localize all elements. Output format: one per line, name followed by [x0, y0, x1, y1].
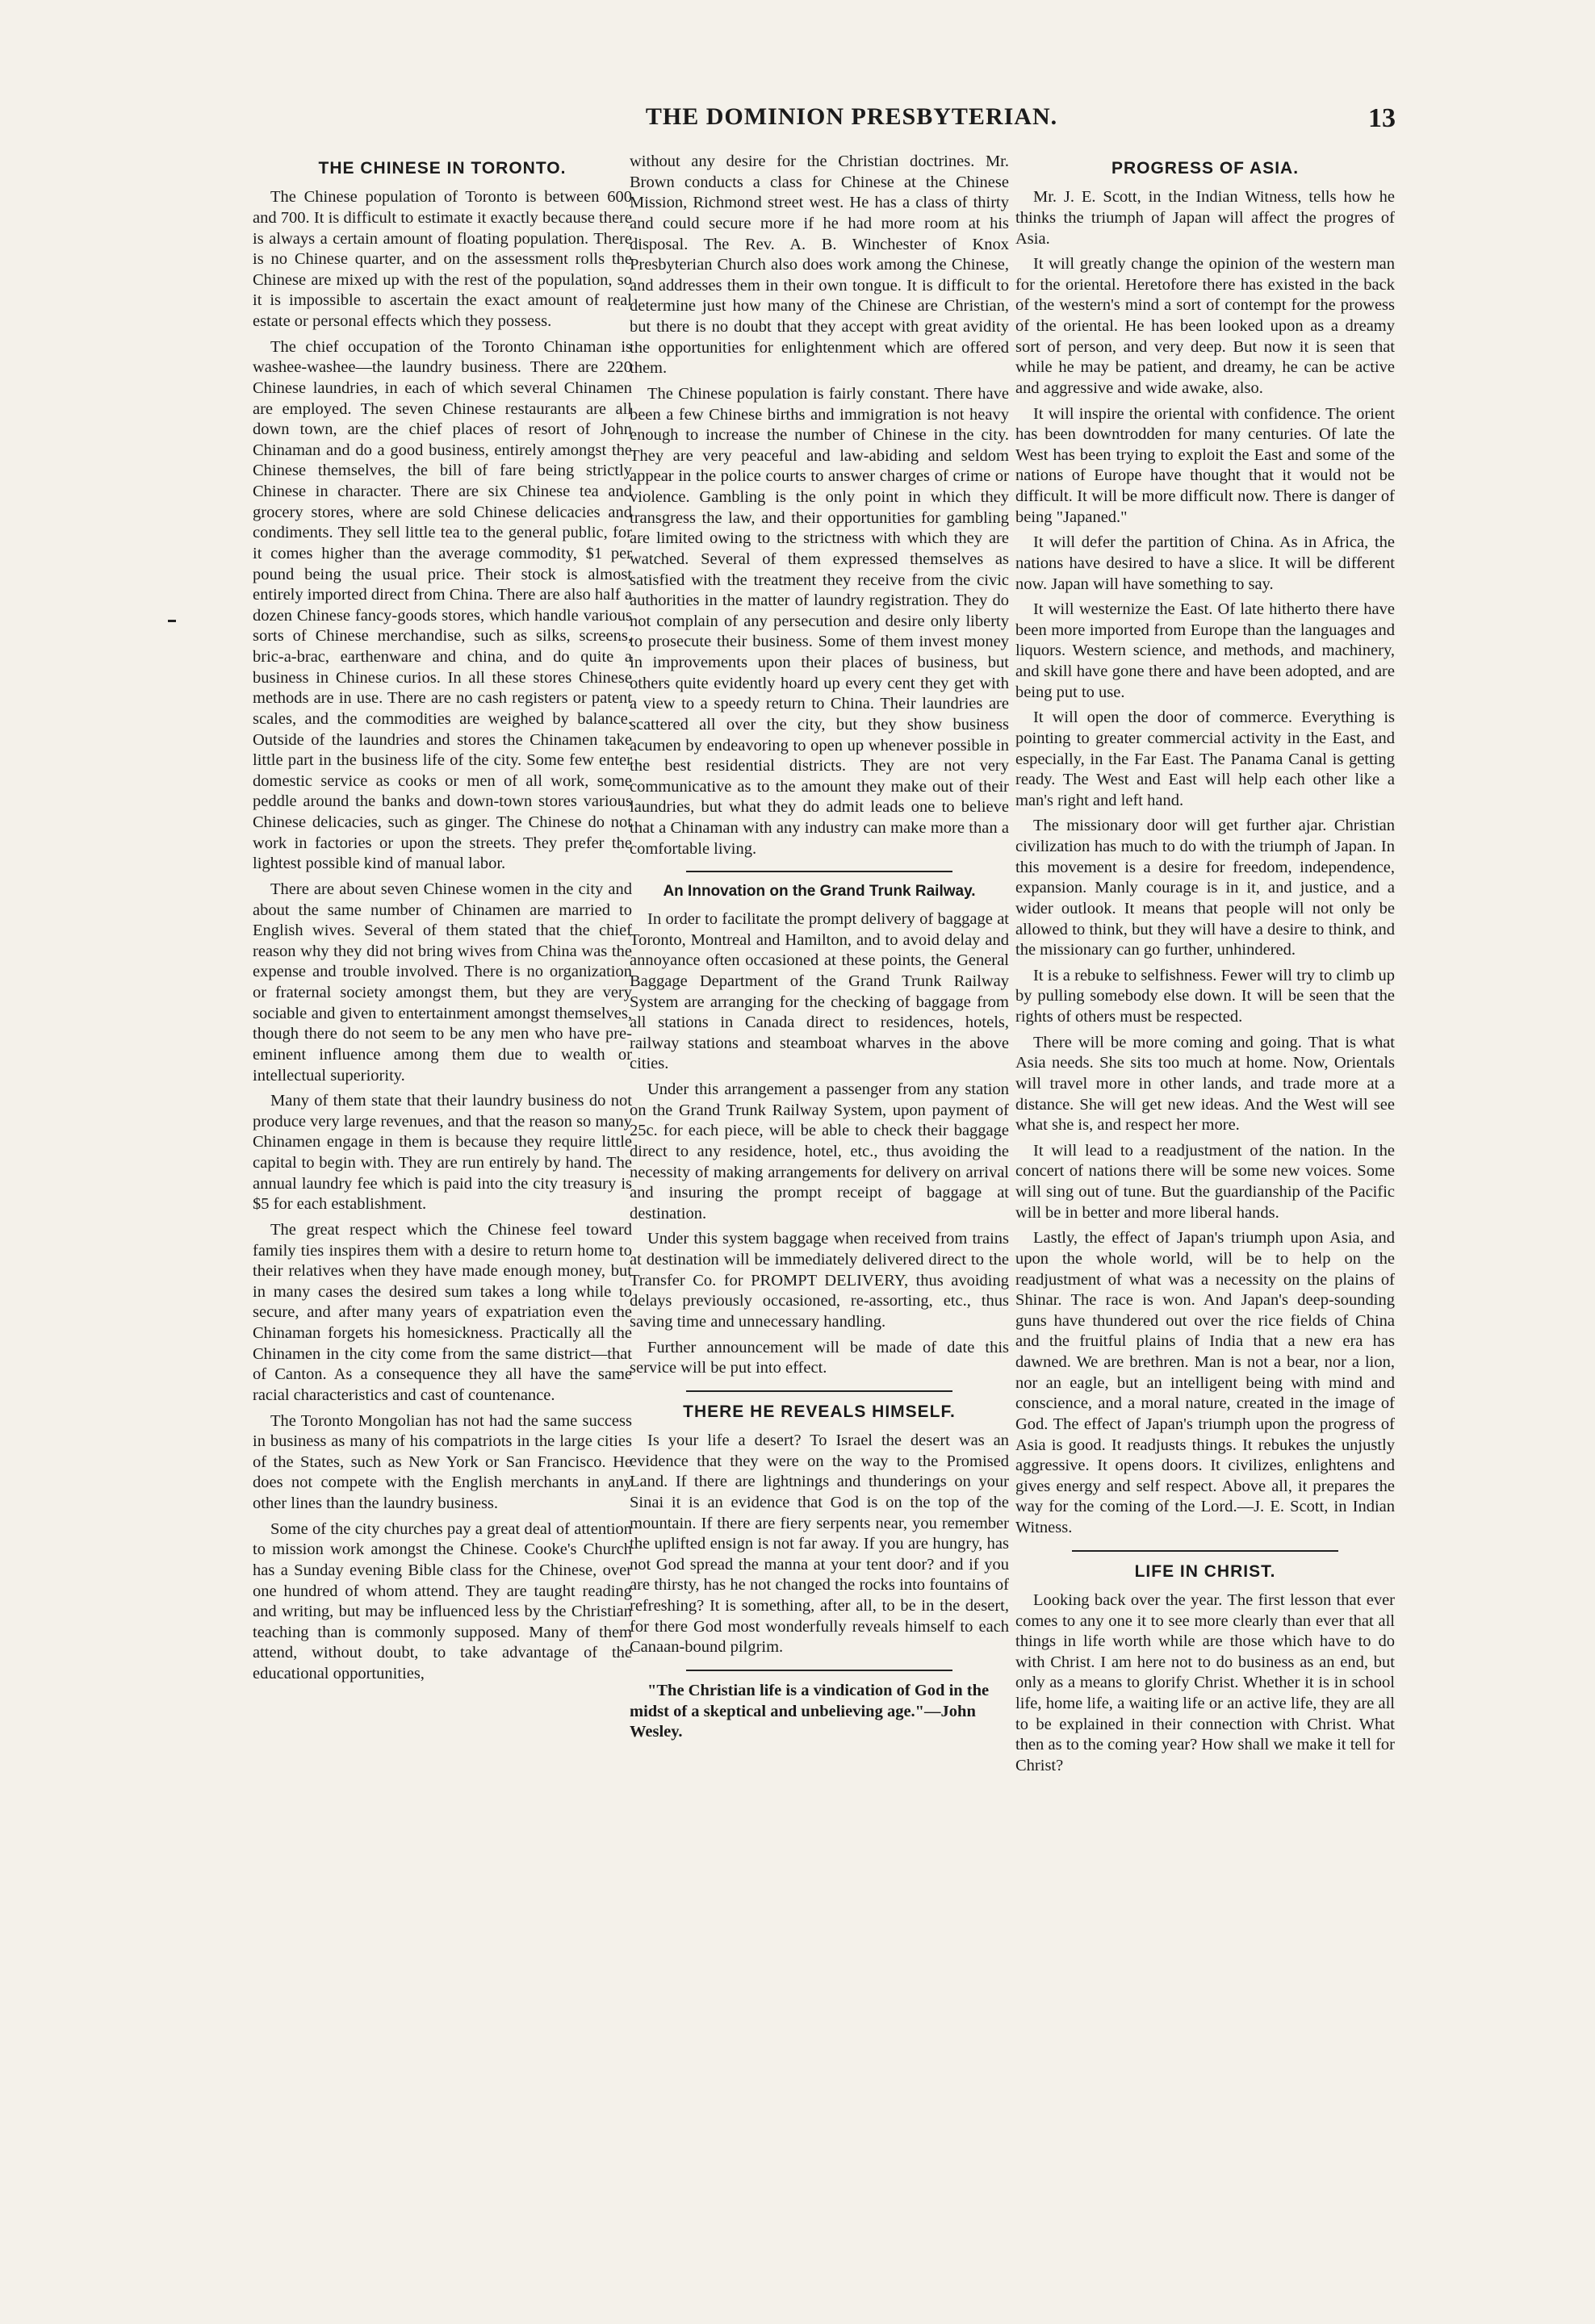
paragraph: Is your life a desert? To Israel the desert was an evidence that they were on the way to the Promised Land. If there are lightnings and thunderings on your Sinai it is an evidence that God is on the top of the mountain. If there are fiery serpents near, you remember the uplifted ensign is not far away. If you are hungry, has not God spread the manna at your tent door? and if you are thirsty, has he not changed the rocks into fountains of refreshing? It is something, after all, to be in the desert, for there God most wonderfully reveals himself to each Canaan-bound pilgrim. — [630, 1432, 1009, 1657]
paragraph: Lastly, the effect of Japan's triumph upon Asia, and upon the whole world, will be to help on the readjustment of what was a necessity on the plains of Shinar. The race is won. And Japan's deep-sounding guns have thundered out over the rice fields of China and the fruitful plains of India that a new era has dawned. We are brethren. Man is not a bear, nor a lion, nor an eagle, but an intelligent being with mind and conscience, and a moral nature, created in the image of God. The effect of Japan's triumph upon the progress of Asia is good. It readjusts things. It rebukes the unjustly aggressive. It opens doors. It civilizes, enlightens and gives energy and self respect. Above all, it prepares the way for the coming of the Lord.—J. E. Scott, in Indian Witness. — [1015, 1229, 1395, 1536]
paragraph: The missionary door will get further ajar. Christian civilization has much to do with the triumph of Japan. In this movement is a desire for freedom, independence, expansion. Manly courage is in it, and justice, and a wider outlook. It means that people will not only be allowed to think, but they will have a desire to think, and the missionary can go further, unhindered. — [1015, 817, 1395, 959]
divider-rule — [1072, 1550, 1338, 1552]
article-heading-reveals-himself: THERE HE REVEALS HIMSELF. — [683, 1402, 956, 1421]
paragraph: The chief occupation of the Toronto Chinaman is washee-washee—the laundry business. There are 220 Chinese laundries, in each of which several Chinamen are employed. The seven Chinese restaurants are all down town, are the chief places of resort of John Chinaman and do a good business, entirely amongst the Chinese themselves, the bill of fare being strictly Chinese in character. There are six Chinese tea and grocery stores, where are sold Chinese delicacies and condiments. They sell little tea to the general public, for it comes higher than the average commodity, $1 per pound being the usual price. Their stock is almost entirely imported direct from China. There are also half a dozen Chinese fancy-goods stores, which handle various sorts of Chinese merchandise, such as silks, screens, bric-a-brac, earthenware and china, and do quite a business in Chinese curios. In all these stores Chinese methods are in use. There are no cash registers or patent scales, and the commodities are weighed by balance. Outside of the laundries and stores the Chinamen take little part in the business life of the city. Some few enter domestic service as cooks or men of all work, some peddle around the banks and down-town stores various Chinese delicacies, such as ginger. The Chinese do not work in factories or upon the streets. They prefer the lightest possible kind of manual labor. — [253, 337, 632, 873]
divider-rule — [686, 1390, 952, 1392]
article-heading-life-in-christ: LIFE IN CHRIST. — [1134, 1561, 1276, 1581]
paragraph: Many of them state that their laundry business do not produce very large revenues, and that the reason so many Chinamen engage in them is because they require little capital to begin with. They are run entirely by hand. The annual laundry fee which is paid into the city treasury is $5 for each establishment. — [253, 1092, 632, 1214]
column-3 — [1015, 152, 1395, 1782]
paragraph: Mr. J. E. Scott, in the Indian Witness, tells how he thinks the triumph of Japan will affect the progres of Asia. — [1015, 188, 1395, 248]
article-heading-grand-trunk: An Innovation on the Grand Trunk Railway. — [663, 883, 976, 901]
divider-rule — [686, 871, 952, 872]
paragraph: It is a rebuke to selfishness. Fewer will try to climb up by pulling somebody else down. It will be seen that the rights of others must be respected. — [1015, 966, 1395, 1026]
quote-text: "The Christian life is a vindication of God in the midst of a skeptical and unbelieving age."—John Wesley. — [630, 1681, 990, 1741]
paragraph: Further announcement will be made of date this service will be put into effect. — [630, 1338, 1009, 1377]
paragraph: It will defer the partition of China. As in Africa, the nations have desired to have a slice. It will be different now. Japan will have something to say. — [1015, 533, 1395, 593]
article-heading-chinese-in-toronto: THE CHINESE IN TORONTO. — [318, 159, 567, 178]
paragraph: The great respect which the Chinese feel toward family ties inspires them with a desire to return home to their relatives when they have made enough money, but in many cases the desired sum takes a long while to secure, and after many years of expatriation even the Chinaman forgets his homesickness. Practically all the Chinamen in the city come from the same district—that of Canton. As a consequence they all have the same racial characteristics and cast of countenance. — [253, 1220, 632, 1404]
paragraph: It will lead to a readjustment of the nation. In the concert of nations there will be some new voices. Some will sing out of tune. But the guardianship of the Pacific will be in better and more liberal hands. — [1015, 1141, 1395, 1222]
paragraph: There are about seven Chinese women in the city and about the same number of Chinamen are married to English wives. Several of them stated that the chief reason why they did not bring wives from China was the expense and trouble involved. There is no organization or fraternal society amongst them, but they are very sociable and given to entertainment amongst themselves, though there do not seem to be any men who have pre-eminent influence among them due to wealth or intellectual superiority. — [253, 880, 632, 1085]
paragraph: Under this system baggage when received from trains at destination will be immediately delivered direct to the Transfer Co. for PROMPT DELIVERY, thus avoiding delays previously occasioned, re-assorting, etc., thus saving time and unnecessary handling. — [630, 1230, 1009, 1331]
paragraph: without any desire for the Christian doctrines. Mr. Brown conducts a class for Chinese at the Chinese Mission, Richmond street west. He has a class of thirty and could secure more if he had more room at his disposal. The Rev. A. B. Winchester of Knox Presbyterian Church also does work among the Chinese, and addresses them in their own tongue. It is difficult to determine just how many of the Chinese are Christian, but there is no doubt that they accept with great avidity the opportunities for enlightenment which are offered them. — [630, 153, 1009, 378]
paragraph: Some of the city churches pay a great deal of attention to mission work amongst the Chinese. Cooke's Church has a Sunday evening Bible class for the Chinese, over one hundred of whom attend. They are taught reading and writing, but may be influenced less by the Christian teaching than is commonly supposed. Many of them attend, without doubt, to take advantage of the educational opportunities, — [253, 1519, 632, 1682]
margin-mark — [168, 620, 176, 622]
article-heading-progress-of-asia: PROGRESS OF ASIA. — [1111, 159, 1300, 178]
paragraph: It will westernize the East. Of late hitherto there have been more imported from Europe than the languages and liquors. Western science, and methods, and machinery, and skill have gone there and have been adopted, and are being put to use. — [1015, 600, 1395, 701]
paragraph: It will greatly change the opinion of the western man for the oriental. Heretofore there has existed in the back of the western's mind a sort of contempt for the prowess of the oriental. He has been looked upon as a dreamy sort of person, and very deep. But now it is seen that while he may be patient, and dreamy, he can be active and aggressive and wide awake, also. — [1015, 255, 1395, 397]
paragraph: Under this arrangement a passenger from any station on the Grand Trunk Railway System, upon payment of 25c. for each piece, will be able to check their baggage direct to any residence, hotel, etc., thus avoiding the necessity of making arrangements for delivery on arrival and insuring the prompt receipt of baggage at destination. — [630, 1080, 1009, 1223]
paragraph: It will open the door of commerce. Everything is pointing to greater commercial activity in the East, and especially, in the Far East. The Panama Canal is getting ready. The West and East will help each other like a man's right and left hand. — [1015, 708, 1395, 809]
paragraph: The Chinese population of Toronto is between 600 and 700. It is difficult to estimate it exactly because there is always a certain amount of floating population. There is no Chinese quarter, and on the assessment rolls the Chinese are mixed up with the rest of the population, so it is impossible to ascertain the exact amount of real estate or personal effects which they possess. — [253, 188, 632, 330]
column-1 — [253, 152, 632, 1690]
page-number: 13 — [1368, 103, 1396, 133]
paragraph: It will inspire the oriental with confidence. The orient has been downtrodden for many centuries. Of late the West has been trying to exploit the East and some of the nations of Europe have thought that it would not be difficult. It will be more difficult now. There is danger of being "Japaned." — [1015, 404, 1395, 526]
column-2 — [630, 152, 1009, 1748]
divider-rule — [686, 1670, 952, 1671]
paragraph: Looking back over the year. The first lesson that ever comes to any one it to see more clearly than ever that all things in life worth while are those which have to do with Christ. I am here not to do business as an end, but only as a means to glorify Christ. Whether it is in school life, home life, a waiting life or an active life, they are all to be explained in their connection with Christ. What then as to the coming year? How shall we make it tell for Christ? — [1015, 1590, 1395, 1774]
paragraph: The Toronto Mongolian has not had the same success in business as many of his compatriots in the large cities of the States, such as New York or San Francisco. He does not compete with the English merchants in any other lines than the laundry business. — [253, 1411, 632, 1512]
paragraph: In order to facilitate the prompt delivery of baggage at Toronto, Montreal and Hamilton, and to avoid delay and annoyance often occasioned at these points, the General Baggage Department of the Grand Trunk Railway System are arranging for the checking of baggage from all stations in Canada direct to residences, hotels, railway stations and steamboat wharves in the above cities. — [630, 910, 1009, 1073]
paragraph: There will be more coming and going. That is what Asia needs. She sits too much at home. Now, Orientals will travel more in other lands, and trade more at a distance. She will get new ideas. And the West will see what she is, and respect her more. — [1015, 1033, 1395, 1135]
masthead-title: THE DOMINION PRESBYTERIAN. — [645, 103, 1058, 130]
paragraph: The Chinese population is fairly constant. There have been a few Chinese births and immigration is not heavy enough to increase the number of Chinese in the city. They are very peaceful and law-abiding and seldom appear in the police courts to answer charges of crime or violence. Gambling is the only point in which they transgress the law, and their opportunities for gambling are limited owing to the strictness with which they are watched. Several of them expressed themselves as satisfied with the treatment they receive from the civic authorities in the matter of laundry registration. They do not complain of any persecution and desire only liberty to prosecute their business. Some of them invest money in improvements upon their places of business, but others quite evidently hoard up every cent they get with a view to a speedy return to China. Their laundries are scattered all over the city, but they show business acumen by endeavoring to open up whenever possible in the best residential districts. They are not very communicative as to the amount they make out of their laundries, but what they do admit leads one to believe that a Chinaman with any industry can make more than a comfortable living. — [630, 384, 1009, 858]
wesley-quote — [630, 1681, 1009, 1743]
